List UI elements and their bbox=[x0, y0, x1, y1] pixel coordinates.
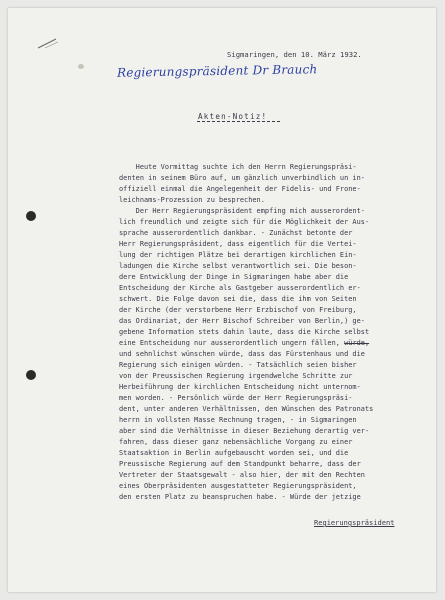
text-line: Entscheidung der Kirche als Gastgeber ausserordentlich er- bbox=[119, 284, 361, 293]
body-text bbox=[119, 162, 439, 503]
handwritten-annotation: Regierungspräsident Dr Brauch bbox=[116, 62, 318, 80]
text-line: men worden. - Persönlich würde der Herr Regierungspräsi- bbox=[119, 394, 353, 403]
text-line: Vertreter der Staatsgewalt - also hier, der mit den Rechten bbox=[119, 471, 365, 480]
punch-hole-bottom bbox=[26, 370, 36, 380]
text-line: lung der richtigen Plätze bei derartigen kirchlichen Ein- bbox=[119, 251, 357, 260]
text-line: ladungen die Kirche selbst verantwortlich sei. Die beson- bbox=[119, 262, 357, 271]
text-line: sprache ausserordentlich dankbar. - Zunächst betonte der bbox=[119, 229, 353, 238]
text-line: den ersten Platz zu beanspruchen habe. - Würde der jetzige bbox=[119, 493, 361, 502]
text-line: dent, unter anderen Verhältnissen, den Wünschen des Patronats bbox=[119, 405, 374, 414]
text-line: denten in seinem Büro auf, um gänzlich unverbindlich un in- bbox=[119, 174, 365, 183]
text-line: dere Entwicklung der Dinge in Sigmaringen habe aber die bbox=[119, 273, 349, 282]
text-line: gebene Information stets dahin laute, dass die Kirche selbst bbox=[119, 328, 370, 337]
document-title: Akten-Notiz! bbox=[198, 112, 268, 121]
text-line: aber sind die Verhältnisse in dieser Beziehung derartig ver- bbox=[119, 427, 370, 436]
text-line: Heute Vormittag suchte ich den Herrn Regierungspräsi- bbox=[119, 163, 357, 171]
text-line: Regierung sich einigen würden. - Tatsächlich seien bisher bbox=[119, 361, 357, 370]
text-line: das Ordinariat, der Herr Bischof Schreiber von Berlin,) ge- bbox=[119, 317, 365, 326]
text-line: schwert. Die Folge davon sei die, dass die ihm von Seiten bbox=[119, 295, 357, 304]
text-line: Preussische Regierung auf dem Standpunkt beharre, dass der bbox=[119, 460, 361, 469]
text-line: der Kirche (der verstorbene Herr Erzbischof von Freiburg, bbox=[119, 306, 357, 315]
signature-line: Regierungspräsident bbox=[314, 519, 395, 527]
text-line: leichnams-Prozession zu besprechen. bbox=[119, 196, 265, 205]
text-line: fahren, dass dieser ganz nebensächliche Vorgang zu einer bbox=[119, 438, 353, 447]
pencil-mark-icon bbox=[36, 36, 62, 50]
text-line: Herbeiführung der kirchlichen Entscheidung nicht unternom- bbox=[119, 383, 361, 392]
text-line: herrn in vollsten Masse Rechnung tragen, - in Sigmaringen bbox=[119, 416, 357, 425]
text-line: Der Herr Regierungspräsident empfing mich ausserordent- bbox=[119, 207, 365, 216]
text-line: eine Entscheidung nur ausserordentlich ungern fällen, würde, bbox=[119, 339, 370, 348]
paper-stain bbox=[78, 64, 84, 69]
text-line: lich freundlich und zeigte sich für die Möglichkeit der Aus- bbox=[119, 218, 370, 227]
place-date-line: Sigmaringen, den 10. März 1932. bbox=[227, 50, 362, 59]
title-underline bbox=[197, 121, 280, 122]
text-line: von der Preussischen Regierung irgendwelche Schritte zur bbox=[119, 372, 353, 381]
text-line: und sehnlichst wünschen würde, dass das Fürstenhaus und die bbox=[119, 350, 365, 359]
document-page bbox=[8, 8, 436, 592]
punch-hole-top bbox=[26, 211, 36, 221]
text-line: offiziell einmal die Angelegenheit der Fidelis- und Frone- bbox=[119, 185, 361, 194]
text-line: Herr Regierungspräsident, dass eigentlich für die Vertei- bbox=[119, 240, 357, 249]
text-line: Staatsaktion in Berlin aufgebauscht worden sei, und die bbox=[119, 449, 349, 458]
text-line: eines Oberpräsidenten ausgestatteter Regierungspräsident, bbox=[119, 482, 357, 491]
